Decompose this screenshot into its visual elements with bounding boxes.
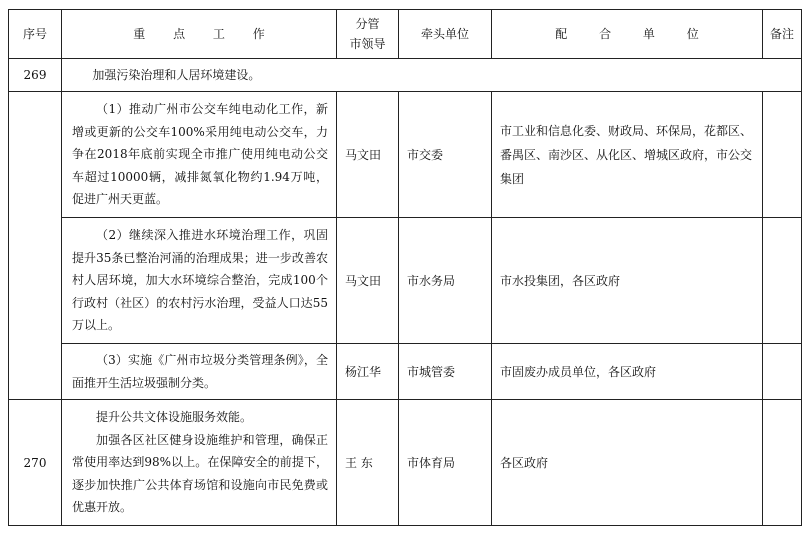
col-header-note: 备注: [763, 10, 802, 59]
row-note: [763, 92, 802, 218]
row-task-heading: 提升公共文体设施服务效能。: [96, 410, 253, 425]
key-work-table: [8, 9, 802, 526]
row-task-text: 加强各区社区健身设施维护和管理，确保正常使用率达到98%以上。在保障安全的前提下，逐步加快推广公共体育场馆和设施向市民免费或优惠开放。: [72, 432, 328, 515]
row-lead-unit: 市交委: [399, 92, 492, 218]
header-row: [9, 10, 802, 59]
row-note: [763, 400, 802, 526]
row-lead-unit: 市水务局: [399, 218, 492, 344]
col-header-seq: 序号: [9, 10, 62, 59]
row-lead-unit: 市城管委: [399, 344, 492, 400]
row-task: [62, 92, 337, 218]
row-task-text: （1）推动广州市公交车纯电动化工作，新增或更新的公交车100%采用纯电动公交车，力争在2018年底前实现全市推广使用纯电动公交车超过10000辆，减排氮氧化物约1.94万吨，促进广州天更蓝。: [72, 102, 328, 207]
row-lead-unit: 市体育局: [399, 400, 492, 526]
row-co-units: 市水投集团，各区政府: [492, 218, 763, 344]
row-note: [763, 218, 802, 344]
col-header-leader-line2: 市领导: [349, 37, 386, 51]
row-task-text: （2）继续深入推进水环境治理工作，巩固提升35条已整治河涌的治理成果；进一步改善农村人居环境，加大水环境综合整治，完成100个行政村（社区）的农村污水治理，受益人口达55万以上。: [72, 228, 328, 333]
col-header-co-units: [492, 10, 763, 59]
row-task: [62, 59, 802, 92]
row-leader: 马文田: [337, 218, 399, 344]
row-seq: 270: [9, 400, 62, 526]
row-co-units: 市固废办成员单位，各区政府: [492, 344, 763, 400]
row-seq: 269: [9, 59, 62, 92]
col-header-task-text: 重 点 工 作: [133, 27, 277, 41]
col-header-task: [62, 10, 337, 59]
row-seq-empty: [9, 92, 62, 400]
table-row: [9, 400, 802, 526]
row-co-units: 各区政府: [492, 400, 763, 526]
row-task-text: （3）实施《广州市垃圾分类管理条例》，全面推开生活垃圾强制分类。: [72, 353, 328, 390]
row-task: [62, 218, 337, 344]
row-note: [763, 344, 802, 400]
col-header-lead-unit: 牵头单位: [399, 10, 492, 59]
row-co-units: 市工业和信息化委、财政局、环保局，花都区、番禺区、南沙区、从化区、增城区政府，市公交集团: [492, 92, 763, 218]
row-task: [62, 344, 337, 400]
table-row: [9, 344, 802, 400]
table-row: [9, 218, 802, 344]
row-task: [62, 400, 337, 526]
row-leader: 王 东: [337, 400, 399, 526]
row-leader: 杨江华: [337, 344, 399, 400]
row-task-text: 加强污染治理和人居环境建设。: [92, 67, 261, 82]
table-row: [9, 92, 802, 218]
table-row: [9, 59, 802, 92]
col-header-co-units-text: 配 合 单 位: [555, 27, 713, 41]
col-header-leader-line1: 分管: [355, 17, 380, 31]
row-leader: 马文田: [337, 92, 399, 218]
col-header-leader: [337, 10, 399, 59]
